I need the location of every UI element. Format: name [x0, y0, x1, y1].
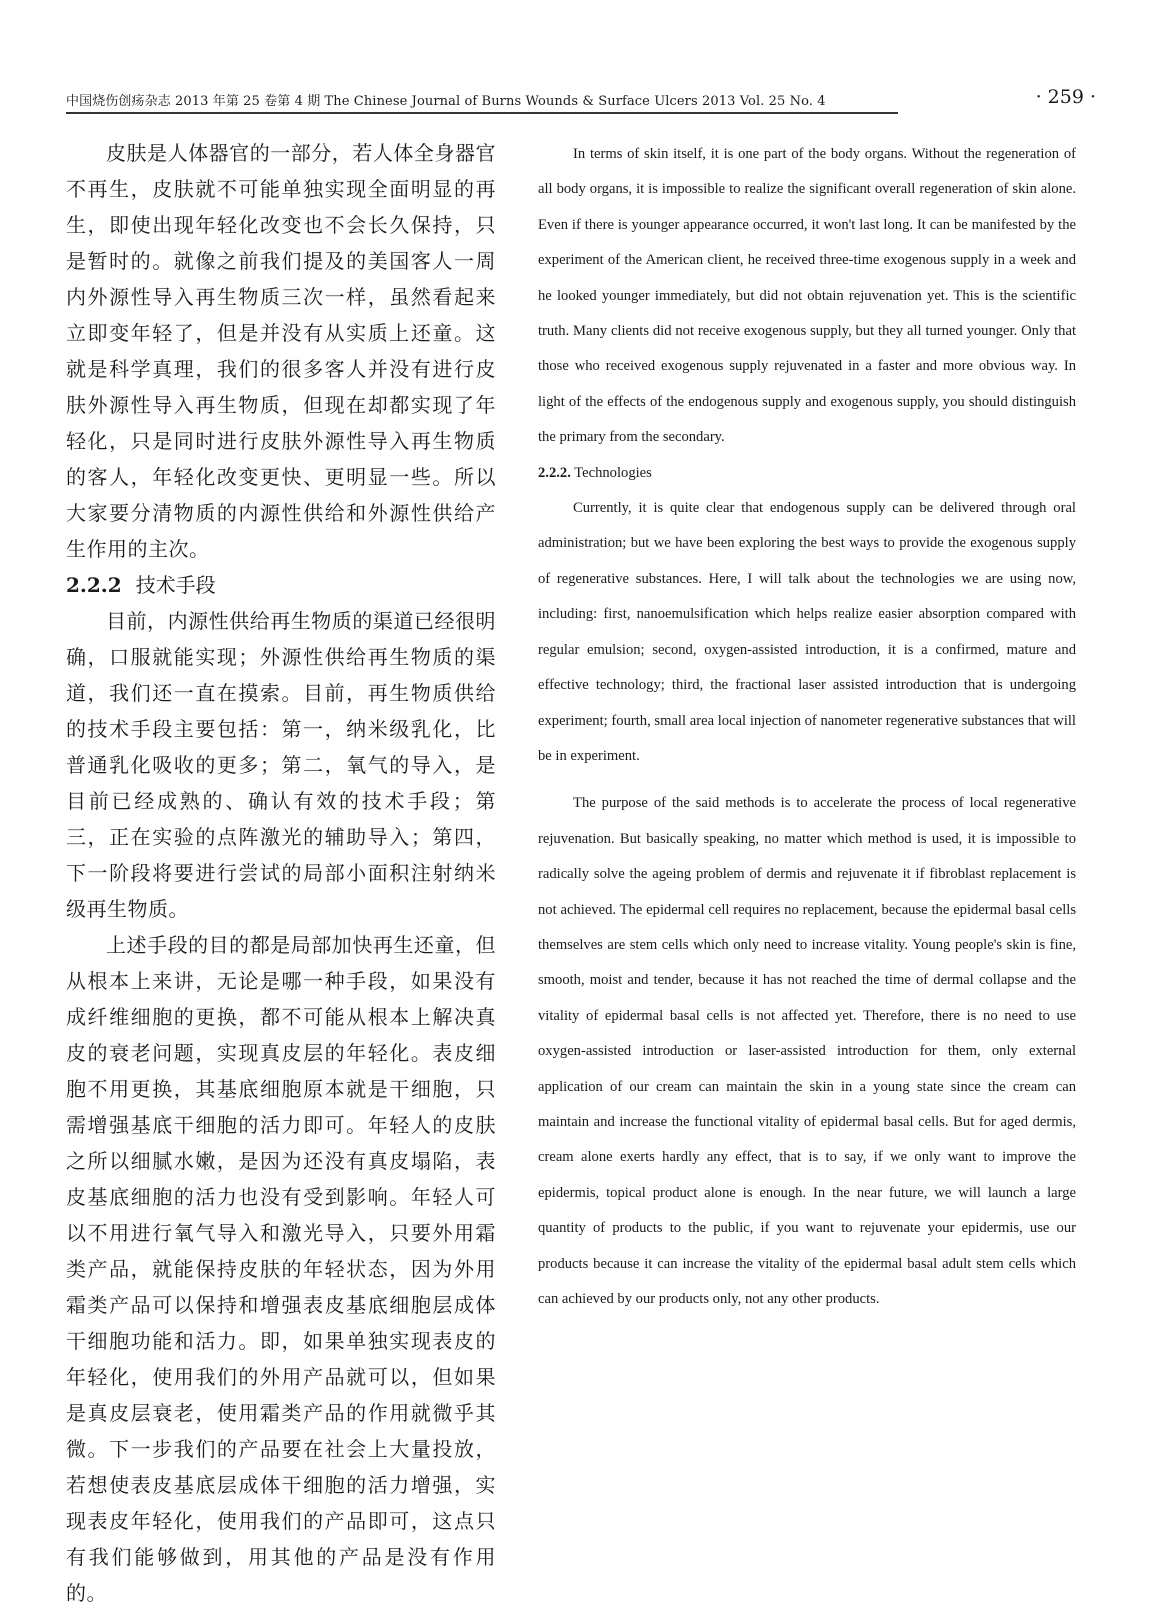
page-number: · 259 · [1035, 86, 1096, 108]
cn-paragraph-1: 皮肤是人体器官的一部分，若人体全身器官不再生，皮肤就不可能单独实现全面明显的再生，即使出现年轻化改变也不会长久保持，只是暂时的。就像之前我们提及的美国客人一周内外源性导入再生物质三次一样，虽然看起来立即变年轻了，但是并没有从实质上还童。这就是科学真理，我们的很多客人并没有进行皮肤外源性导入再生物质，但现在却都实现了年轻化，只是同时进行皮肤外源性导入再生物质的客人，年轻化改变更快、更明显一些。所以大家要分清物质的内源性供给和外源性供给产生作用的主次。 [66, 141, 496, 561]
en-heading-text: Technologies [574, 464, 652, 481]
en-paragraph-3: The purpose of the said methods is to accelerate the process of local regenerative rejuvenation. But basically speaking, no matter which method is used, it is impossible to radically solve the ageing problem of dermis and rejuvenate it if fibroblast replacement is not achieved. The epidermal cell requires no replacement, because the epidermal basal cells themselves are stem cells which only need to increase vitality. Young people's skin is fine, smooth, moist and tender, because it has not reached the time of dermal collapse and the vitality of epidermal basal cells is not affected yet. Therefore, there is no need to use oxygen-assisted introduction or laser-assisted introduction for them, only external application of our cream can maintain the skin in a young state since the cream can maintain and increase the functional vitality of epidermal basal cells. But for aged dermis, cream alone exerts hardly any effect, that is to say, if we only want to improve the epidermis, topical product alone is enough. In the near future, we will launch a large quantity of products to the public, if you want to rejuvenate your epidermis, use our products because it can increase the vitality of the epidermal basal adult stem cells which can achieved by our products only, not any other products. [538, 795, 1076, 1307]
cn-heading-text: 技术手段 [135, 573, 216, 597]
cn-paragraph-2: 目前，内源性供给再生物质的渠道已经很明确，口服就能实现；外源性供给再生物质的渠道，我们还一直在摸索。目前，再生物质供给的技术手段主要包括：第一，纳米级乳化，比普通乳化吸收的更多；第二，氧气的导入，是目前已经成熟的、确认有效的技术手段；第三，正在实验的点阵激光的辅助导入；第四，下一阶段将要进行尝试的局部小面积注射纳米级再生物质。 [66, 609, 496, 921]
running-header [66, 84, 1106, 116]
header-rule [66, 112, 898, 114]
chinese-column [66, 135, 496, 1611]
en-paragraph-2: Currently, it is quite clear that endogenous supply can be delivered through oral administration; but we have been exploring the best ways to provide the exogenous supply of regenerative substances. Here, I will talk about the technologies we are using now, including: first, nanoemulsification which helps realize easier absorption compared with regular emulsion; second, oxygen-assisted introduction, it is a confirmed, mature and effective technology; third, the fractional laser assisted introduction that is undergoing experiment; fourth, small area local injection of nanometer regenerative substances that will be in experiment. [538, 500, 1076, 764]
cn-section-heading [66, 567, 496, 603]
en-paragraph-1: In terms of skin itself, it is one part of the body organs. Without the regeneration of all body organs, it is impossible to realize the significant overall regeneration of skin alone. Even if there is younger appearance occurred, it won't last long. It can be manifested by the experiment of the American client, he received three-time exogenous supply in a week and he looked younger immediately, but did not obtain rejuvenation yet. This is the scientific truth. Many clients did not receive exogenous supply, but they all turned younger. Only that those who received exogenous supply rejuvenated in a faster and more obvious way. In light of the effects of the endogenous supply and exogenous supply, you should distinguish the primary from the secondary. [538, 146, 1076, 446]
english-column [538, 137, 1076, 1317]
cn-paragraph-3: 上述手段的目的都是局部加快再生还童，但从根本上来讲，无论是哪一种手段，如果没有成纤维细胞的更换，都不可能从根本上解决真皮的衰老问题，实现真皮层的年轻化。表皮细胞不用更换，其基底细胞原本就是干细胞，只需增强基底干细胞的活力即可。年轻人的皮肤之所以细腻水嫩，是因为还没有真皮塌陷，表皮基底细胞的活力也没有受到影响。年轻人可以不用进行氧气导入和激光导入，只要外用霜类产品，就能保持皮肤的年轻状态，因为外用霜类产品可以保持和增强表皮基底细胞层成体干细胞功能和活力。即，如果单独实现表皮的年轻化，使用我们的外用产品就可以，但如果是真皮层衰老，使用霜类产品的作用就微乎其微。下一步我们的产品要在社会上大量投放，若想使表皮基底层成体干细胞的活力增强，实现表皮年轻化，使用我们的产品即可，这点只有我们能够做到，用其他的产品是没有作用的。 [66, 933, 496, 1605]
en-section-heading [538, 456, 1076, 491]
en-heading-number: 2.2.2. [538, 464, 571, 481]
journal-citation: 中国烧伤创疡杂志 2013 年第 25 卷第 4 期 The Chinese Journal of Burns Wounds & Surface Ulcers 2013 Vol. 25 No. 4 [66, 94, 826, 109]
cn-heading-number: 2.2.2 [66, 573, 122, 597]
